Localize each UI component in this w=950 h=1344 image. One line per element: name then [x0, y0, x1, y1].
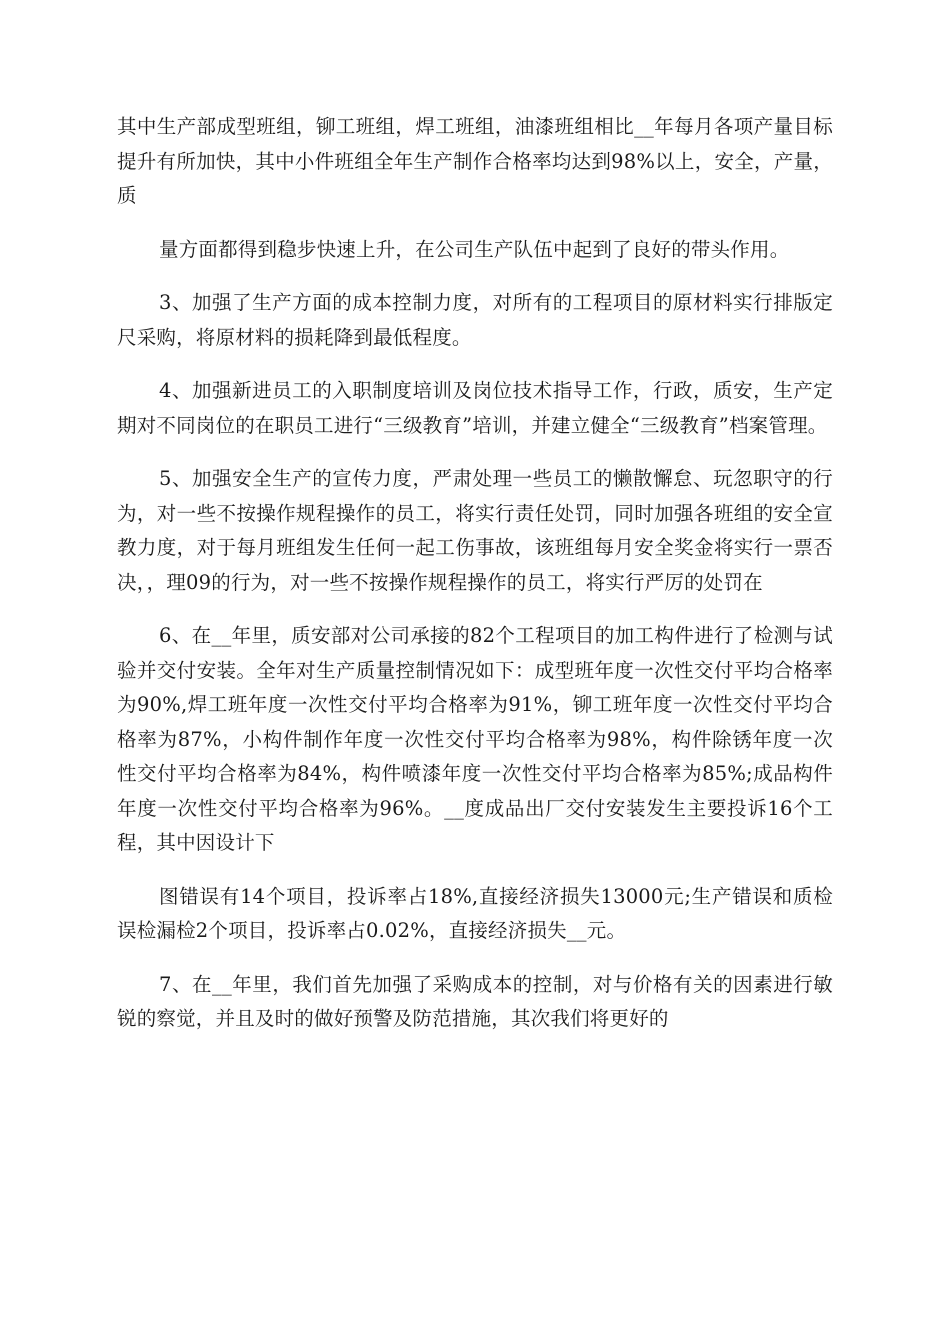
text-line: 全“三级教育”档案管理。: [610, 413, 828, 437]
text-line: 格率为98%，构件除锈年度一次性交付平均合格率为84%，构件喷漆年度: [117, 727, 833, 785]
text-line: 96%。__度成品出厂交付安装发生主要投诉16个工程，其中因设计下: [117, 796, 833, 854]
paragraph-5: [117, 462, 833, 600]
text-line: 上，安全，产量，质: [117, 149, 833, 207]
text-line: 班年度一次性交付平均合格率为87%，小构件制作年度一次性交付平均合: [117, 693, 833, 751]
text-line: 行排版定尺采购，将原材料的损耗降到最低程度。: [117, 291, 833, 349]
text-line: 量方面都得到稳步快速上升，在公司生产队伍中起到了良好的带头作: [159, 237, 751, 261]
paragraph-8: [117, 968, 833, 1037]
paragraph-3: [117, 286, 833, 355]
text-line: 用。: [750, 237, 790, 261]
text-line: 每月安全奖金将实行一票否决，，理09的行为，对一些不按操作规程操: [117, 536, 833, 594]
text-line: 强各班组的安全宣教力度，对于每月班组发生任何一起工伤事故，该班组: [117, 501, 833, 559]
paragraph-1: [117, 110, 833, 214]
text-line: 5、加强安全生产的宣传力度，严肃处理一些员工的懒散懈怠、玩忽: [159, 467, 754, 490]
text-line: 安，生产定期对不同岗位的在职员工进行“三级教育”培训，并建立健: [117, 379, 833, 437]
document-body: [117, 110, 833, 1056]
text-line: 产量目标提升有所加快，其中小件班组全年生产制作合格率均达到98%以: [117, 115, 833, 173]
paragraph-4: [117, 374, 833, 443]
text-line: 4、加强新进员工的入职制度培训及岗位技术指导工作，行政，质: [159, 379, 734, 402]
text-line: 素进行敏锐的察觉，并且及时的做好预警及防范措施，其次我们将更好的: [117, 972, 833, 1030]
text-line: 一次性交付平均合格率为85%;成品构件年度一次性交付平均合格率为: [117, 762, 833, 820]
text-line: 7、在__年里，我们首先加强了采购成本的控制，对与价格有关的因: [159, 972, 754, 996]
text-line: 6、在__年里，质安部对公司承接的82个工程项目的加工构件进行了: [159, 624, 754, 647]
text-line: 其中生产部成型班组，铆工班组，焊工班组，油漆班组相比__年每月各项: [117, 115, 754, 138]
paragraph-2: [117, 233, 833, 268]
text-line: 图错误有14个项目，投诉率占18%,直接经济损失13000元;生产错误: [159, 884, 773, 908]
text-line: 和质检误检漏检2个项目，投诉率占0.02%，直接经济损失__元。: [117, 884, 833, 942]
paragraph-7: [117, 880, 833, 949]
text-line: 职守的行为，对一些不按操作规程操作的员工，将实行责任处罚，同时加: [117, 467, 833, 525]
text-line: 作的员工，将实行严厉的处罚在: [487, 570, 763, 594]
text-line: 检测与试验并交付安装。全年对生产质量控制情况如下：成型班年度一次: [117, 624, 833, 682]
text-line: 性交付平均合格率为90%,焊工班年度一次性交付平均合格率为91%，铆工: [117, 658, 833, 716]
text-line: 3、加强了生产方面的成本控制力度，对所有的工程项目的原材料实: [159, 291, 754, 314]
paragraph-6: [117, 619, 833, 861]
